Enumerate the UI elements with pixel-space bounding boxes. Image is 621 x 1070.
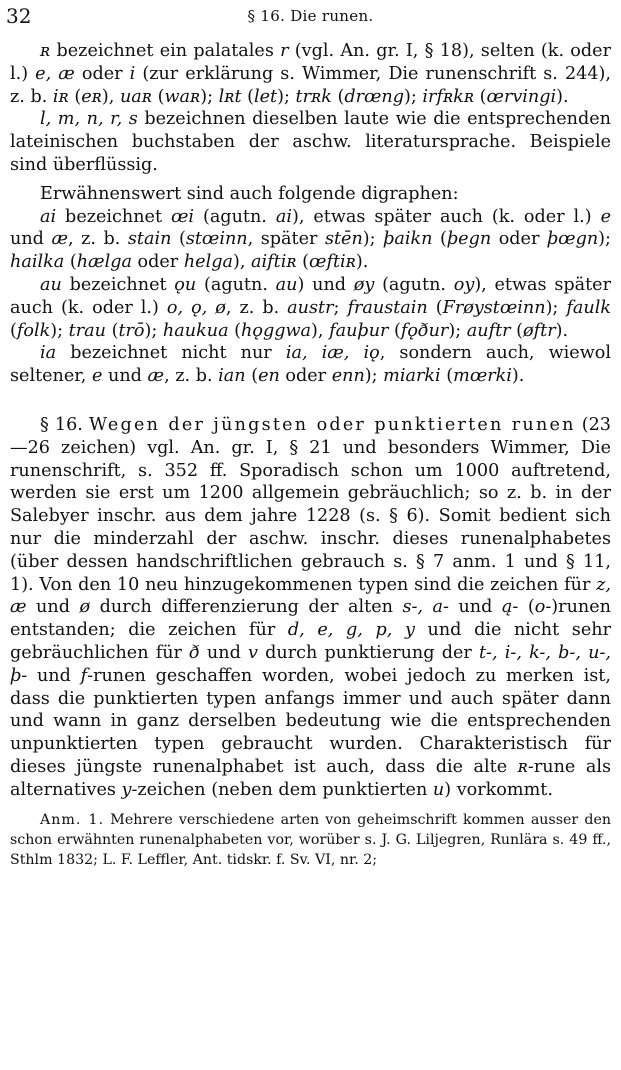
section-16-paragraph: § 16. Wegen der jüngsten oder punktierten runen (23—26 zeichen) vgl. An. gr. I, § 21 und besonders Wimmer, Die runenschrift, s. 352 ff. Sporadisch schon um 1000 auftretend, werden sie erst um 1200 allgemein gebräuchlich; so z. b. in der Salebyer inschr. aus dem jahre 1228 (s. § 6). Somit bedient sich nur die minderzahl der aschw. inschr. dieses runenalphabetes (über dessen handschriftlichen gebrauch s. § 7 anm. 1 und § 11, 1). Von den 10 neu hinzugekommenen typen sind die zeichen für z, æ und ø durch differenzierung der alten s-, a- und ą- (o-)runen entstanden; die zeichen für d, e, g, p, y und die nicht sehr gebräuchlichen für ð und v durch punktierung der t-, i-, k-, b-, u-, þ- und f-runen geschaffen worden, wobei jedoch zu merken ist, dass die punktierten typen anfangs immer und auch später dann und wann in ganz derselben bedeutung wie die entsprechenden unpunktierten typen gebraucht wurden. Charakteristisch für dieses jüngste runenalphabet ist auch, dass die alte ʀ-rune als alternatives y-zeichen (neben dem punktierten u) vorkommt.: [10, 414, 611, 800]
paragraph-digraphs-intro: Erwähnenswert sind auch folgende digraphen:: [40, 183, 459, 204]
paragraph-r-rune: ʀ bezeichnet ein palatales r (vgl. An. gr. I, § 18), selten (k. oder l.) e, æ oder i (zur erklärung s. Wimmer, Die runenschrift s. 244), z. b. iʀ (eʀ), uaʀ (waʀ); lʀt (let); trʀk (drœng); irfʀkʀ (œrvingi).: [10, 41, 611, 107]
page-body: [10, 40, 611, 870]
running-title: § 16. Die runen.: [247, 7, 374, 25]
paragraph-lmnrs: l, m, n, r, s bezeichnen dieselben laute wie die entsprechenden lateinischen buchstaben der aschw. literatursprache. Beispiele sind überflüssig.: [10, 109, 611, 175]
paragraph-ai: ai bezeichnet œi (agutn. ai), etwas später auch (k. oder l.) e und æ, z. b. stain (stœinn, später stēn); þaikn (þegn oder þœgn); hailka (hælga oder helga), aiftiʀ (œftiʀ).: [10, 206, 611, 273]
paragraph-ia: ia bezeichnet nicht nur ia, iæ, iǫ, sondern auch, wiewol seltener, e und æ, z. b. ian (en oder enn); miarki (mœrki).: [10, 343, 611, 387]
page-number: 32: [6, 4, 32, 28]
page-header: [6, 4, 615, 30]
paragraph-au: au bezeichnet ǫu (agutn. au) und øy (agutn. oy), etwas später auch (k. oder l.) o, ǫ, ø, z. b. austr; fraustain (Frøystœinn); faulk (folk); trau (trō); haukua (hǫggwa), fauþur (fǫður); auftr (øftr).: [10, 274, 611, 341]
footnote-anm-1: Anm. 1. Mehrere verschiedene arten von geheimschrift kommen ausser den schon erwähnten runenalphabeten vor, worüber s. J. G. Liljegren, Runlära s. 49 ff., Sthlm 1832; L. F. Leffler, Ant. tidskr. f. Sv. VI, nr. 2;: [10, 811, 611, 868]
